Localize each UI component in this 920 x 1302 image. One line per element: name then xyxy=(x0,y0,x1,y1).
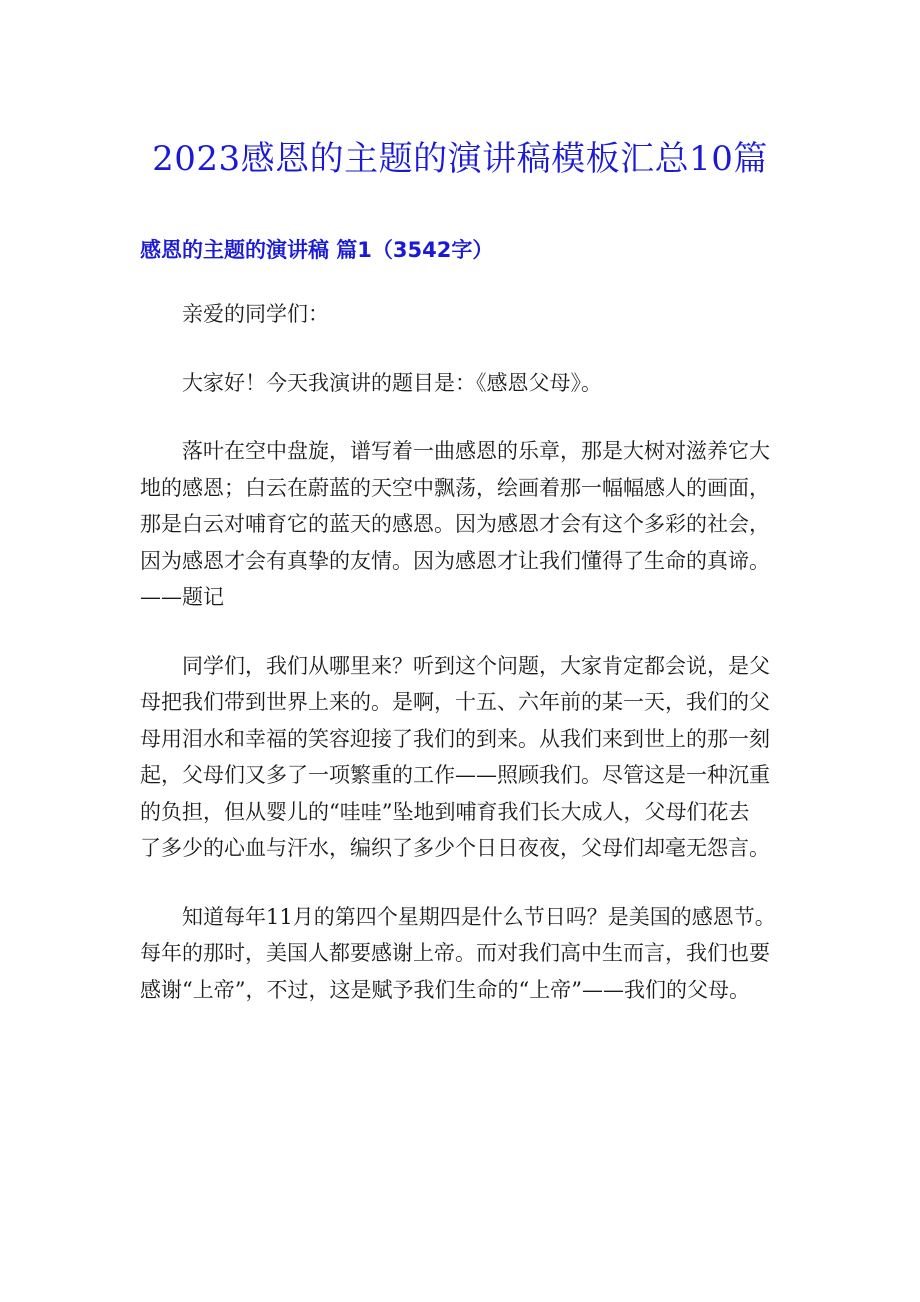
paragraph-salutation xyxy=(140,296,800,333)
text-line: 地的感恩；白云在蔚蓝的天空中飘荡，绘画着那一幅幅感人的画面， xyxy=(140,475,770,500)
text-line: 因为感恩才会有真挚的友情。因为感恩才让我们懂得了生命的真谛。 xyxy=(140,548,770,573)
text-line: 母把我们带到世界上来的。是啊，十五、六年前的某一天，我们的父 xyxy=(140,690,770,714)
paragraph-thanksgiving xyxy=(140,899,800,1009)
section-heading: 感恩的主题的演讲稿 篇1（3542字） xyxy=(140,238,494,262)
text-line: ——题记 xyxy=(140,585,224,609)
document-title: 2023感恩的主题的演讲稿模板汇总10篇 xyxy=(152,139,768,179)
text-line: 每年的那时，美国人都要感谢上帝。而对我们高中生而言，我们也要 xyxy=(140,941,770,965)
text-line: 了多少的心血与汗水，编织了多少个日日夜夜，父母们却毫无怨言。 xyxy=(140,836,770,860)
text-line: 那是白云对哺育它的蓝天的感恩。因为感恩才会有这个多彩的社会， xyxy=(140,512,770,536)
text-line: 落叶在空中盘旋，谱写着一曲感恩的乐章，那是大树对滋养它大 xyxy=(182,439,770,463)
text-line: 亲爱的同学们： xyxy=(182,302,329,326)
document-body xyxy=(140,296,800,1040)
text-line: 起，父母们又多了一项繁重的工作——照顾我们。尽管这是一种沉重 xyxy=(140,763,770,787)
text-line: 感谢“上帝”，不过，这是赋予我们生命的“上帝”——我们的父母。 xyxy=(140,977,750,1002)
text-line: 母用泪水和幸福的笑容迎接了我们的到来。从我们来到世上的那一刻 xyxy=(140,726,770,751)
paragraph-preface xyxy=(140,433,800,616)
paragraph-greeting xyxy=(140,365,800,402)
text-line: 大家好！今天我演讲的题目是：《感恩父母》。 xyxy=(182,370,602,395)
text-line: 知道每年11月的第四个星期四是什么节日吗？是美国的感恩节。 xyxy=(182,904,776,929)
text-line: 同学们，我们从哪里来？听到这个问题，大家肯定都会说，是父 xyxy=(182,653,770,678)
paragraph-parents xyxy=(140,648,800,867)
text-line: 的负担，但从婴儿的“哇哇”坠地到哺育我们长大成人，父母们花去 xyxy=(140,799,750,824)
